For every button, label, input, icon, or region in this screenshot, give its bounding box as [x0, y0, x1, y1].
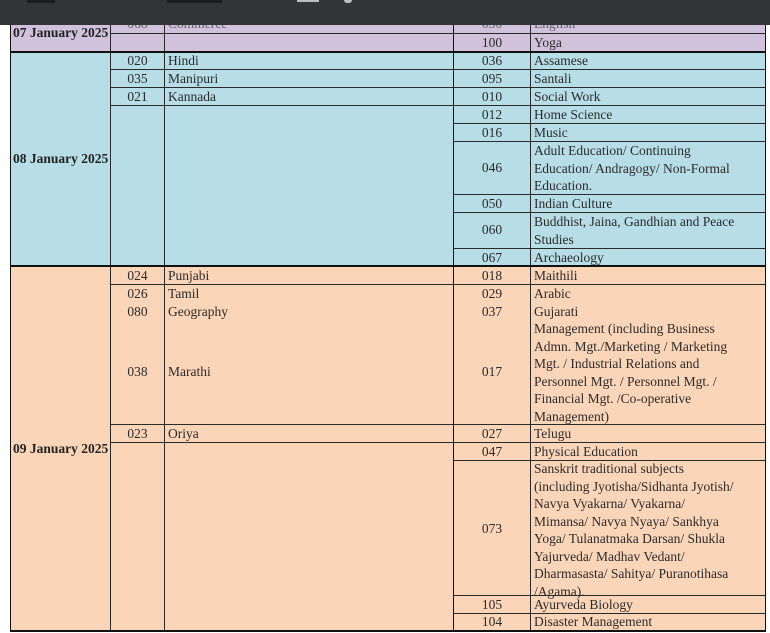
subject-name: Marathi — [168, 364, 211, 379]
subject-code: 073 — [481, 521, 503, 536]
subject-code: 023 — [127, 426, 148, 441]
subject-code: 104 — [481, 614, 503, 629]
subject-code: 020 — [127, 53, 148, 68]
subject-code: 036 — [481, 53, 503, 68]
subject-code: 017 — [481, 364, 503, 379]
toolbar-button[interactable] — [167, 0, 222, 3]
subject-code: 029 — [481, 286, 503, 301]
subject-name: Oriya — [168, 426, 199, 441]
subject-name: Buddhist, Jaina, Gandhian and Peace Studies — [534, 214, 735, 247]
viewer-toolbar — [0, 0, 770, 25]
subject-name: Gujarati — [534, 304, 579, 319]
subject-code: 027 — [481, 426, 503, 441]
subject-name: Hindi — [168, 53, 199, 68]
subject-name: Physical Education — [534, 444, 638, 459]
subject-name: Indian Culture — [534, 196, 613, 211]
toolbar-button[interactable] — [27, 0, 55, 3]
subject-name: Telugu — [534, 426, 572, 441]
subject-name: Maithili — [534, 268, 578, 283]
subject-name: Disaster Management — [534, 614, 653, 629]
exam-date: 08 January 2025 — [13, 151, 109, 166]
subject-name: Santali — [534, 71, 572, 86]
exam-date: 09 January 2025 — [13, 441, 109, 456]
subject-code: 021 — [127, 89, 148, 104]
subject-name: Archaeology — [534, 250, 604, 265]
subject-code: 037 — [481, 304, 503, 319]
subject-code: 035 — [127, 71, 148, 86]
subject-code: 018 — [481, 268, 503, 283]
subject-code: 016 — [481, 125, 503, 140]
subject-code: 105 — [481, 597, 503, 612]
subject-name: Assamese — [534, 53, 588, 68]
subject-name: Manipuri — [168, 71, 219, 86]
subject-name: Punjabi — [168, 268, 210, 283]
subject-code: 026 — [127, 286, 148, 301]
subject-code: 095 — [481, 71, 503, 86]
subject-name: Arabic — [534, 286, 571, 301]
subject-name: Kannada — [168, 89, 216, 104]
subject-name: Social Work — [534, 89, 601, 104]
subject-code: 100 — [481, 35, 503, 50]
subject-name: Yoga — [534, 35, 562, 50]
subject-code: 067 — [481, 250, 503, 265]
subject-name: Tamil — [168, 286, 200, 301]
subject-name: Home Science — [534, 107, 613, 122]
subject-name: Sanskrit traditional subjects (including Jyotisha/Sidhanta Jyotish/ Navya Vyakarna/ Vyakarna/ Mimansa/ Navya Nyaya/ Sankhya Yoga/ Tulanatmaka Darsan/ Shukla Yajurveda/ Madhav Vedant/ Dharmasasta/ Sahitya/ Puranotihasa /Agama). — [534, 461, 734, 599]
subject-name: Geography — [168, 304, 228, 319]
exam-date: 07 January 2025 — [13, 25, 109, 40]
subject-code: 012 — [481, 107, 503, 122]
annotate-icon[interactable] — [297, 0, 319, 2]
search-icon[interactable] — [344, 0, 352, 3]
subject-code: 038 — [127, 364, 148, 379]
subject-name: Management (including Business Admn. Mgt./Marketing / Marketing Mgt. / Industrial Relations and Personnel Mgt. / Personnel Mgt. / Financial Mgt. /Co-operative Management) — [534, 321, 728, 424]
subject-name: Adult Education/ Continuing Education/ Andragogy/ Non-Formal Education. — [534, 143, 730, 193]
subject-code: 046 — [481, 160, 503, 175]
subject-code: 060 — [481, 222, 503, 237]
subject-name: Ayurveda Biology — [534, 597, 633, 612]
subject-name: Music — [534, 125, 568, 140]
subject-code: 010 — [481, 89, 503, 104]
subject-code: 080 — [127, 304, 148, 319]
subject-code: 050 — [481, 196, 503, 211]
subject-code: 024 — [127, 268, 148, 283]
subject-code: 047 — [481, 444, 503, 459]
